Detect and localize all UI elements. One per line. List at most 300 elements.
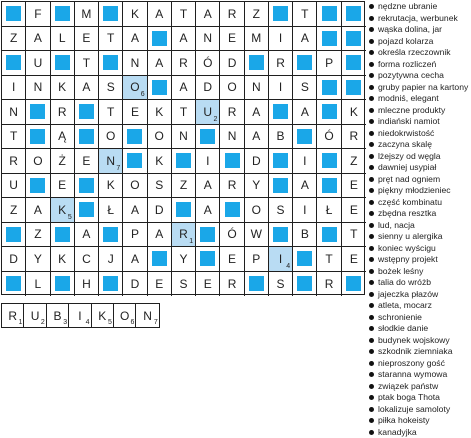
- crossword-arrow-cell[interactable]: [317, 100, 341, 125]
- crossword-letter-cell[interactable]: [26, 198, 50, 223]
- clue-marker-square: [273, 6, 288, 21]
- cell-letter: S: [107, 80, 115, 94]
- crossword-letter-cell[interactable]: [123, 247, 147, 272]
- crossword-letter-cell[interactable]: [172, 125, 196, 150]
- clue-marker-square: [346, 6, 361, 21]
- crossword-letter-cell[interactable]: [148, 272, 172, 297]
- crossword-letter-cell[interactable]: [99, 100, 123, 125]
- crossword-letter-cell[interactable]: [196, 272, 220, 297]
- crossword-letter-cell[interactable]: [172, 76, 196, 101]
- crossword-arrow-cell[interactable]: [317, 2, 341, 27]
- clue-marker-square: [322, 104, 337, 119]
- crossword-arrow-cell[interactable]: [99, 51, 123, 76]
- crossword-letter-cell[interactable]: [220, 27, 244, 52]
- solution-letter-cell[interactable]: [47, 304, 69, 327]
- cell-letter: R: [350, 129, 359, 143]
- clue-text: indiański namiot: [378, 116, 440, 128]
- crossword-letter-cell[interactable]: [148, 174, 172, 199]
- bullet-icon: [369, 73, 374, 78]
- crossword-letter-cell[interactable]: [245, 2, 269, 27]
- crossword-arrow-cell[interactable]: [75, 198, 99, 223]
- crossword-letter-cell[interactable]: [26, 247, 50, 272]
- crossword-arrow-cell[interactable]: [245, 51, 269, 76]
- crossword-letter-cell[interactable]: [172, 27, 196, 52]
- cell-letter: E: [58, 178, 66, 192]
- cell-letter: Ó: [203, 56, 212, 70]
- cell-letter: N: [179, 129, 188, 143]
- cell-letter: T: [107, 105, 114, 119]
- cell-letter: Ż: [58, 154, 65, 168]
- crossword-arrow-cell[interactable]: [75, 174, 99, 199]
- crossword-arrow-cell[interactable]: [51, 51, 75, 76]
- crossword-letter-cell[interactable]: [148, 51, 172, 76]
- crossword-letter-cell[interactable]: [172, 223, 196, 248]
- cell-letter: A: [131, 203, 139, 217]
- cell-letter: O: [155, 129, 164, 143]
- cell-letter: A: [131, 31, 139, 45]
- crossword-arrow-cell[interactable]: [2, 223, 26, 248]
- crossword-arrow-cell[interactable]: [269, 100, 293, 125]
- crossword-letter-cell[interactable]: [75, 51, 99, 76]
- crossword-letter-cell[interactable]: [148, 223, 172, 248]
- crossword-letter-cell[interactable]: [293, 27, 317, 52]
- crossword-letter-cell[interactable]: [123, 100, 147, 125]
- cell-letter: K: [107, 178, 115, 192]
- bullet-icon: [369, 223, 374, 228]
- clue-marker-square: [297, 251, 312, 266]
- crossword-letter-cell[interactable]: [317, 272, 341, 297]
- crossword-letter-cell[interactable]: [245, 223, 269, 248]
- solution-letter-cell[interactable]: [69, 304, 91, 327]
- crossword-letter-cell[interactable]: [196, 51, 220, 76]
- crossword-letter-cell[interactable]: [342, 247, 366, 272]
- crossword-letter-cell[interactable]: [317, 247, 341, 272]
- cell-letter: L: [59, 31, 66, 45]
- crossword-letter-cell[interactable]: [2, 198, 26, 223]
- clue-text: piłka hokeisty: [378, 415, 430, 427]
- crossword-letter-cell[interactable]: [51, 27, 75, 52]
- crossword-letter-cell[interactable]: [51, 247, 75, 272]
- clue-item: [368, 346, 468, 358]
- cell-letter: Ó: [227, 227, 236, 241]
- crossword-arrow-cell[interactable]: [293, 247, 317, 272]
- solution-letter: B: [53, 309, 61, 323]
- crossword-letter-cell[interactable]: [123, 272, 147, 297]
- clue-marker-square: [79, 104, 94, 119]
- clue-text: staranna wymowa: [378, 369, 447, 381]
- crossword-letter-cell[interactable]: [220, 272, 244, 297]
- crossword-arrow-cell[interactable]: [293, 272, 317, 297]
- cell-letter: A: [252, 105, 260, 119]
- crossword-arrow-cell[interactable]: [196, 125, 220, 150]
- cell-letter: N: [106, 154, 115, 168]
- clue-text: rekrutacja, werbunek: [378, 13, 458, 25]
- crossword-letter-cell[interactable]: [196, 27, 220, 52]
- clue-marker-square: [30, 178, 45, 193]
- bullet-icon: [369, 211, 374, 216]
- cell-letter: A: [131, 252, 139, 266]
- crossword-letter-cell[interactable]: [196, 2, 220, 27]
- crossword-letter-cell[interactable]: [196, 198, 220, 223]
- clue-text: schronienie: [378, 312, 422, 324]
- crossword-letter-cell[interactable]: [2, 174, 26, 199]
- crossword-arrow-cell[interactable]: [342, 76, 366, 101]
- cell-letter: C: [82, 252, 91, 266]
- cell-letter: I: [279, 31, 282, 45]
- crossword-letter-cell[interactable]: [75, 223, 99, 248]
- cell-letter: L: [35, 277, 42, 291]
- clue-item: [368, 128, 468, 140]
- clue-item: [368, 381, 468, 393]
- cell-letter: T: [325, 252, 332, 266]
- crossword-arrow-cell[interactable]: [317, 223, 341, 248]
- crossword-arrow-cell[interactable]: [317, 149, 341, 174]
- crossword-letter-cell[interactable]: [342, 223, 366, 248]
- cell-letter: E: [131, 105, 139, 119]
- clue-marker-square: [322, 6, 337, 21]
- cell-letter: A: [34, 31, 42, 45]
- clue-marker-square: [55, 6, 70, 21]
- crossword-letter-cell[interactable]: [342, 198, 366, 223]
- crossword-letter-cell[interactable]: [196, 174, 220, 199]
- crossword-letter-cell[interactable]: [26, 272, 50, 297]
- crossword-letter-cell[interactable]: [75, 272, 99, 297]
- crossword-letter-cell[interactable]: [342, 174, 366, 199]
- crossword-letter-cell[interactable]: [123, 27, 147, 52]
- crossword-letter-cell[interactable]: [123, 174, 147, 199]
- crossword-letter-cell[interactable]: [148, 100, 172, 125]
- solution-letter-cell[interactable]: [114, 304, 136, 327]
- crossword-letter-cell[interactable]: [148, 198, 172, 223]
- crossword-grid: [1, 1, 365, 295]
- clue-text: słodkie danie: [378, 323, 428, 335]
- crossword-letter-cell[interactable]: [196, 149, 220, 174]
- crossword-letter-cell[interactable]: [2, 27, 26, 52]
- cell-letter: Z: [34, 227, 41, 241]
- crossword-arrow-cell[interactable]: [245, 272, 269, 297]
- crossword-letter-cell[interactable]: [99, 247, 123, 272]
- crossword-letter-cell[interactable]: [293, 149, 317, 174]
- crossword-letter-cell[interactable]: [293, 174, 317, 199]
- bullet-icon: [369, 407, 374, 412]
- crossword-letter-cell[interactable]: [172, 174, 196, 199]
- crossword-letter-cell[interactable]: [220, 100, 244, 125]
- crossword-letter-cell[interactable]: [293, 2, 317, 27]
- bullet-icon: [369, 372, 374, 377]
- crossword-letter-cell[interactable]: [2, 149, 26, 174]
- crossword-letter-cell[interactable]: [172, 2, 196, 27]
- crossword-arrow-cell[interactable]: [123, 125, 147, 150]
- crossword-letter-cell[interactable]: [2, 76, 26, 101]
- crossword-letter-cell[interactable]: [51, 149, 75, 174]
- crossword-arrow-cell[interactable]: [26, 174, 50, 199]
- crossword-letter-cell[interactable]: [220, 223, 244, 248]
- cell-letter: S: [277, 203, 285, 217]
- clue-item: [368, 415, 468, 427]
- crossword-letter-cell[interactable]: [245, 100, 269, 125]
- crossword-letter-cell[interactable]: [220, 125, 244, 150]
- clue-marker-square: [297, 55, 312, 70]
- crossword-letter-cell[interactable]: [245, 174, 269, 199]
- crossword-arrow-cell[interactable]: [26, 125, 50, 150]
- crossword-letter-cell[interactable]: [172, 100, 196, 125]
- crossword-letter-cell[interactable]: [245, 198, 269, 223]
- crossword-letter-cell[interactable]: [317, 125, 341, 150]
- crossword-letter-cell[interactable]: [75, 76, 99, 101]
- solution-letter: K: [98, 309, 106, 323]
- crossword-letter-cell[interactable]: [269, 272, 293, 297]
- crossword-arrow-cell[interactable]: [51, 2, 75, 27]
- cell-letter: E: [350, 178, 358, 192]
- crossword-letter-cell[interactable]: [317, 198, 341, 223]
- crossword-letter-cell[interactable]: [293, 223, 317, 248]
- crossword-letter-cell[interactable]: [51, 76, 75, 101]
- crossword-letter-cell[interactable]: [342, 100, 366, 125]
- clue-text: lokalizuje samoloty: [378, 404, 450, 416]
- crossword-arrow-cell[interactable]: [2, 272, 26, 297]
- crossword-letter-cell[interactable]: [269, 76, 293, 101]
- crossword-letter-cell[interactable]: [75, 247, 99, 272]
- crossword-arrow-cell[interactable]: [269, 223, 293, 248]
- solution-letter-cell[interactable]: [92, 304, 114, 327]
- crossword-letter-cell[interactable]: [123, 76, 147, 101]
- crossword-letter-cell[interactable]: [342, 125, 366, 150]
- clue-marker-square: [346, 31, 361, 46]
- bullet-icon: [369, 4, 374, 9]
- crossword-letter-cell[interactable]: [2, 125, 26, 150]
- crossword-letter-cell[interactable]: [26, 2, 50, 27]
- crossword-letter-cell[interactable]: [99, 27, 123, 52]
- crossword-letter-cell[interactable]: [99, 198, 123, 223]
- crossword-arrow-cell[interactable]: [342, 272, 366, 297]
- solution-letter: U: [31, 309, 40, 323]
- bullet-icon: [369, 269, 374, 274]
- crossword-letter-cell[interactable]: [75, 2, 99, 27]
- cell-letter: E: [204, 277, 212, 291]
- solution-letter-cell[interactable]: [136, 304, 158, 327]
- crossword-letter-cell[interactable]: [2, 247, 26, 272]
- crossword-letter-cell[interactable]: [172, 247, 196, 272]
- clue-marker-square: [200, 251, 215, 266]
- crossword-letter-cell[interactable]: [293, 76, 317, 101]
- crossword-arrow-cell[interactable]: [317, 174, 341, 199]
- crossword-letter-cell[interactable]: [26, 51, 50, 76]
- crossword-letter-cell[interactable]: [2, 100, 26, 125]
- crossword-letter-cell[interactable]: [245, 27, 269, 52]
- crossword-letter-cell[interactable]: [148, 2, 172, 27]
- crossword-letter-cell[interactable]: [269, 51, 293, 76]
- crossword-letter-cell[interactable]: [51, 125, 75, 150]
- clue-text: gruby papier na kartony: [378, 82, 468, 94]
- cell-letter: O: [33, 154, 42, 168]
- crossword-letter-cell[interactable]: [172, 272, 196, 297]
- crossword-arrow-cell[interactable]: [269, 149, 293, 174]
- crossword-letter-cell[interactable]: [293, 100, 317, 125]
- clue-marker-square: [273, 227, 288, 242]
- crossword-letter-cell[interactable]: [220, 247, 244, 272]
- solution-letter-cell[interactable]: [2, 304, 24, 327]
- crossword-letter-cell[interactable]: [99, 125, 123, 150]
- clue-text: piękny młodzieniec: [378, 185, 451, 197]
- crossword-arrow-cell[interactable]: [196, 247, 220, 272]
- bullet-icon: [369, 338, 374, 343]
- crossword-arrow-cell[interactable]: [317, 76, 341, 101]
- crossword-letter-cell[interactable]: [245, 125, 269, 150]
- cell-letter: R: [228, 7, 237, 21]
- clue-item: [368, 139, 468, 151]
- crossword-arrow-cell[interactable]: [99, 2, 123, 27]
- crossword-letter-cell[interactable]: [196, 76, 220, 101]
- crossword-letter-cell[interactable]: [148, 125, 172, 150]
- solution-word-row: [1, 303, 160, 328]
- crossword-letter-cell[interactable]: [317, 51, 341, 76]
- crossword-arrow-cell[interactable]: [342, 27, 366, 52]
- bullet-icon: [369, 165, 374, 170]
- crossword-arrow-cell[interactable]: [269, 2, 293, 27]
- clue-marker-square: [6, 6, 21, 21]
- crossword-letter-cell[interactable]: [220, 2, 244, 27]
- clue-marker-square: [6, 227, 21, 242]
- cell-letter: T: [10, 129, 17, 143]
- crossword-arrow-cell[interactable]: [75, 125, 99, 150]
- crossword-letter-cell[interactable]: [269, 125, 293, 150]
- cell-letter: I: [206, 154, 209, 168]
- crossword-letter-cell[interactable]: [245, 247, 269, 272]
- crossword-letter-cell[interactable]: [51, 100, 75, 125]
- crossword-arrow-cell[interactable]: [148, 76, 172, 101]
- crossword-letter-cell[interactable]: [123, 51, 147, 76]
- crossword-arrow-cell[interactable]: [293, 51, 317, 76]
- crossword-arrow-cell[interactable]: [342, 2, 366, 27]
- crossword-letter-cell[interactable]: [26, 223, 50, 248]
- cell-letter: N: [228, 129, 237, 143]
- cell-letter: D: [252, 154, 261, 168]
- bullet-icon: [369, 96, 374, 101]
- bullet-icon: [369, 257, 374, 262]
- clue-marker-square: [103, 55, 118, 70]
- crossword-letter-cell[interactable]: [196, 100, 220, 125]
- solution-index-number: 3: [63, 319, 67, 326]
- clue-text: niedokrwistość: [378, 128, 434, 140]
- crossword-letter-cell[interactable]: [99, 174, 123, 199]
- crossword-letter-cell[interactable]: [51, 174, 75, 199]
- crossword-letter-cell[interactable]: [26, 27, 50, 52]
- clue-item: [368, 289, 468, 301]
- cell-letter: I: [303, 154, 306, 168]
- clue-item: [368, 174, 468, 186]
- crossword-letter-cell[interactable]: [269, 27, 293, 52]
- crossword-arrow-cell[interactable]: [172, 149, 196, 174]
- cell-letter: E: [350, 252, 358, 266]
- crossword-arrow-cell[interactable]: [293, 125, 317, 150]
- cell-letter: Z: [10, 31, 17, 45]
- crossword-letter-cell[interactable]: [75, 149, 99, 174]
- clue-text: wąska dolina, jar: [378, 24, 442, 36]
- cell-letter: D: [228, 56, 237, 70]
- crossword-arrow-cell[interactable]: [220, 198, 244, 223]
- solution-letter-cell[interactable]: [24, 304, 46, 327]
- crossword-arrow-cell[interactable]: [342, 51, 366, 76]
- clue-text: pojazd kolarza: [378, 36, 433, 48]
- bullet-icon: [369, 131, 374, 136]
- cell-letter: H: [82, 277, 91, 291]
- crossword-letter-cell[interactable]: [342, 149, 366, 174]
- crossword-arrow-cell[interactable]: [269, 174, 293, 199]
- crossword-arrow-cell[interactable]: [99, 223, 123, 248]
- cell-letter: O: [106, 129, 115, 143]
- crossword-arrow-cell[interactable]: [51, 272, 75, 297]
- crossword-letter-cell[interactable]: [99, 149, 123, 174]
- crossword-arrow-cell[interactable]: [317, 27, 341, 52]
- crossword-letter-cell[interactable]: [123, 198, 147, 223]
- crossword-arrow-cell[interactable]: [75, 100, 99, 125]
- crossword-letter-cell[interactable]: [245, 76, 269, 101]
- crossword-letter-cell[interactable]: [99, 76, 123, 101]
- crossword-letter-cell[interactable]: [293, 198, 317, 223]
- crossword-arrow-cell[interactable]: [99, 272, 123, 297]
- cell-letter: R: [325, 277, 334, 291]
- crossword-arrow-cell[interactable]: [148, 27, 172, 52]
- crossword-letter-cell[interactable]: [123, 2, 147, 27]
- cell-letter: N: [34, 80, 43, 94]
- clue-item: [368, 13, 468, 25]
- crossword-arrow-cell[interactable]: [172, 198, 196, 223]
- crossword-letter-cell[interactable]: [123, 223, 147, 248]
- cell-letter: R: [228, 277, 237, 291]
- clue-item: [368, 197, 468, 209]
- crossword-letter-cell[interactable]: [172, 51, 196, 76]
- crossword-arrow-cell[interactable]: [148, 247, 172, 272]
- crossword-letter-cell[interactable]: [75, 27, 99, 52]
- cell-letter: Z: [253, 7, 260, 21]
- cell-letter: D: [155, 203, 164, 217]
- crossword-letter-cell[interactable]: [148, 149, 172, 174]
- crossword-arrow-cell[interactable]: [2, 2, 26, 27]
- cell-letter: R: [58, 105, 67, 119]
- crossword-arrow-cell[interactable]: [51, 223, 75, 248]
- crossword-letter-cell[interactable]: [220, 51, 244, 76]
- crossword-arrow-cell[interactable]: [196, 223, 220, 248]
- clue-marker-square: [152, 251, 167, 266]
- cell-letter: U: [203, 105, 212, 119]
- crossword-letter-cell[interactable]: [220, 174, 244, 199]
- crossword-letter-cell[interactable]: [269, 247, 293, 272]
- crossword-letter-cell[interactable]: [26, 149, 50, 174]
- crossword-arrow-cell[interactable]: [220, 149, 244, 174]
- crossword-letter-cell[interactable]: [269, 198, 293, 223]
- clue-item: [368, 392, 468, 404]
- clue-text: jajeczka płazów: [378, 289, 438, 301]
- crossword-letter-cell[interactable]: [245, 149, 269, 174]
- crossword-letter-cell[interactable]: [220, 76, 244, 101]
- solution-index-number: 4: [86, 319, 90, 326]
- cell-letter: M: [81, 7, 91, 21]
- crossword-letter-cell[interactable]: [26, 76, 50, 101]
- crossword-arrow-cell[interactable]: [123, 149, 147, 174]
- solution-index-number: 5: [68, 214, 72, 221]
- crossword-letter-cell[interactable]: [51, 198, 75, 223]
- crossword-arrow-cell[interactable]: [26, 100, 50, 125]
- solution-index-number: 1: [189, 238, 193, 245]
- clue-marker-square: [200, 227, 215, 242]
- cell-letter: Ó: [324, 129, 333, 143]
- cell-letter: O: [252, 203, 261, 217]
- clue-marker-square: [30, 129, 45, 144]
- crossword-arrow-cell[interactable]: [2, 51, 26, 76]
- cell-letter: I: [12, 80, 15, 94]
- cell-letter: Y: [179, 252, 187, 266]
- clue-marker-square: [273, 104, 288, 119]
